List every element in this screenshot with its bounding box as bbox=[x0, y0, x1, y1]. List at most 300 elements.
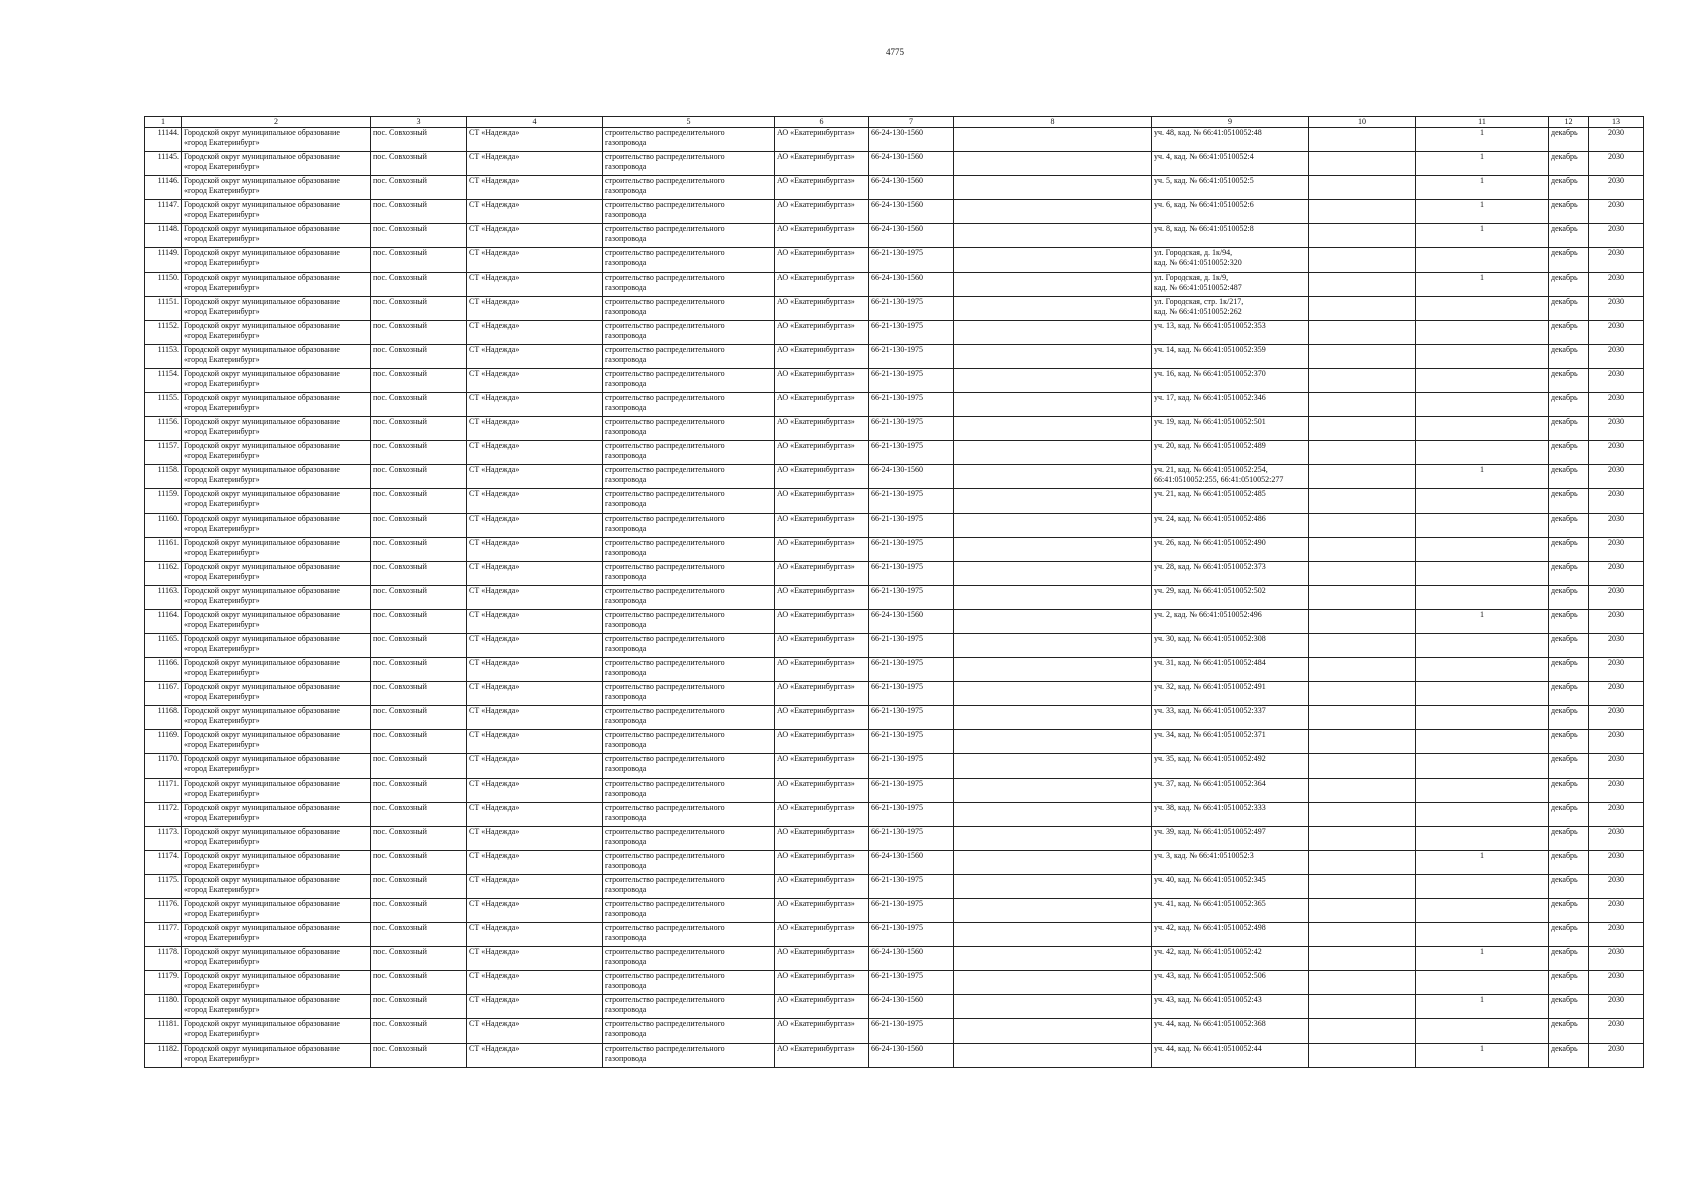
work-type-cell bbox=[603, 152, 775, 176]
row-number-cell bbox=[145, 224, 182, 248]
year-cell-text: 2030 bbox=[1608, 152, 1624, 162]
quantity-cell bbox=[1416, 850, 1549, 874]
owner-cell-text: «город Екатеринбург» bbox=[184, 427, 260, 437]
work-type-cell-text: строительство распределительного bbox=[605, 441, 725, 451]
table-row bbox=[145, 995, 1644, 1019]
work-type-cell bbox=[603, 682, 775, 706]
organization-cell-text: АО «Екатеринбурггаз» bbox=[777, 633, 855, 643]
work-type-cell-text: газопровода bbox=[605, 981, 647, 991]
settlement-cell bbox=[371, 609, 467, 633]
owner-cell-text: «город Екатеринбург» bbox=[184, 692, 260, 702]
work-type-cell bbox=[603, 995, 775, 1019]
owner-cell bbox=[182, 320, 371, 344]
address-cadastral-cell-text: уч. 17, кад. № 66:41:0510052:346 bbox=[1154, 393, 1266, 403]
organization-cell bbox=[775, 176, 869, 200]
owner-cell-text: Городской округ муниципальное образование bbox=[184, 1043, 340, 1053]
garden-partnership-cell bbox=[467, 899, 603, 923]
owner-cell bbox=[182, 658, 371, 682]
gas-network-id-cell-text: 66-24-130-1560 bbox=[871, 272, 923, 282]
row-number-cell-text: 11160. bbox=[157, 513, 179, 523]
table-row bbox=[145, 826, 1644, 850]
owner-cell bbox=[182, 730, 371, 754]
month-cell bbox=[1549, 320, 1589, 344]
garden-partnership-cell-text: СТ «Надежда» bbox=[469, 224, 520, 234]
gas-network-id-cell-text: 66-21-130-1975 bbox=[871, 826, 923, 836]
year-cell bbox=[1589, 393, 1644, 417]
row-number-cell bbox=[145, 152, 182, 176]
address-cadastral-cell-text: уч. 38, кад. № 66:41:0510052:333 bbox=[1154, 802, 1266, 812]
table-header bbox=[145, 117, 1644, 128]
organization-cell-text: АО «Екатеринбурггаз» bbox=[777, 971, 855, 981]
gas-network-id-cell-text: 66-24-130-1560 bbox=[871, 609, 923, 619]
settlement-cell bbox=[371, 272, 467, 296]
settlement-cell-text: пос. Совхозный bbox=[373, 537, 427, 547]
owner-cell-text: Городской округ муниципальное образование bbox=[184, 441, 340, 451]
garden-partnership-cell-text: СТ «Надежда» bbox=[469, 344, 520, 354]
garden-partnership-cell-text: СТ «Надежда» bbox=[469, 248, 520, 258]
column-10-cell bbox=[1309, 609, 1416, 633]
gas-network-id-cell bbox=[869, 778, 954, 802]
table-row bbox=[145, 730, 1644, 754]
address-cadastral-cell-text: кад. № 66:41:0510052:262 bbox=[1154, 306, 1242, 316]
work-type-cell bbox=[603, 658, 775, 682]
owner-cell-text: «город Екатеринбург» bbox=[184, 306, 260, 316]
month-cell bbox=[1549, 609, 1589, 633]
year-cell bbox=[1589, 609, 1644, 633]
work-type-cell bbox=[603, 730, 775, 754]
address-cadastral-cell bbox=[1152, 995, 1309, 1019]
owner-cell bbox=[182, 778, 371, 802]
year-cell bbox=[1589, 633, 1644, 657]
gas-network-id-cell bbox=[869, 682, 954, 706]
work-type-cell-text: строительство распределительного bbox=[605, 537, 725, 547]
work-type-cell bbox=[603, 224, 775, 248]
address-cadastral-cell bbox=[1152, 899, 1309, 923]
year-cell-text: 2030 bbox=[1608, 296, 1624, 306]
settlement-cell-text: пос. Совхозный bbox=[373, 778, 427, 788]
year-cell-text: 2030 bbox=[1608, 224, 1624, 234]
work-type-cell bbox=[603, 899, 775, 923]
address-cadastral-cell-text: уч. 30, кад. № 66:41:0510052:308 bbox=[1154, 633, 1266, 643]
garden-partnership-cell-text: СТ «Надежда» bbox=[469, 706, 520, 716]
address-cadastral-cell-text: уч. 3, кад. № 66:41:0510052:3 bbox=[1154, 850, 1254, 860]
table-row bbox=[145, 947, 1644, 971]
owner-cell-text: Городской округ муниципальное образование bbox=[184, 923, 340, 933]
gas-network-id-cell-text: 66-21-130-1975 bbox=[871, 1019, 923, 1029]
row-number-cell bbox=[145, 826, 182, 850]
settlement-cell-text: пос. Совхозный bbox=[373, 850, 427, 860]
column-header-2: 2 bbox=[182, 117, 371, 128]
organization-cell bbox=[775, 778, 869, 802]
organization-cell-text: АО «Екатеринбурггаз» bbox=[777, 272, 855, 282]
settlement-cell bbox=[371, 320, 467, 344]
garden-partnership-cell-text: СТ «Надежда» bbox=[469, 995, 520, 1005]
row-number-cell-text: 11155. bbox=[157, 393, 179, 403]
work-type-cell-text: строительство распределительного bbox=[605, 296, 725, 306]
settlement-cell bbox=[371, 152, 467, 176]
settlement-cell bbox=[371, 706, 467, 730]
gas-network-id-cell-text: 66-24-130-1560 bbox=[871, 224, 923, 234]
address-cadastral-cell-text: уч. 29, кад. № 66:41:0510052:502 bbox=[1154, 585, 1266, 595]
settlement-cell-text: пос. Совхозный bbox=[373, 561, 427, 571]
address-cadastral-cell bbox=[1152, 778, 1309, 802]
work-type-cell-text: строительство распределительного bbox=[605, 417, 725, 427]
owner-cell-text: Городской округ муниципальное образование bbox=[184, 995, 340, 1005]
gas-network-id-cell-text: 66-24-130-1560 bbox=[871, 995, 923, 1005]
column-10-cell bbox=[1309, 1019, 1416, 1043]
organization-cell bbox=[775, 633, 869, 657]
table-row bbox=[145, 272, 1644, 296]
settlement-cell bbox=[371, 923, 467, 947]
settlement-cell-text: пос. Совхозный bbox=[373, 874, 427, 884]
work-type-cell-text: строительство распределительного bbox=[605, 248, 725, 258]
month-cell-text: декабрь bbox=[1551, 682, 1578, 692]
address-cadastral-cell-text: уч. 21, кад. № 66:41:0510052:485 bbox=[1154, 489, 1266, 499]
organization-cell bbox=[775, 971, 869, 995]
month-cell bbox=[1549, 633, 1589, 657]
table-row bbox=[145, 152, 1644, 176]
owner-cell-text: Городской округ муниципальное образование bbox=[184, 633, 340, 643]
gas-network-id-cell bbox=[869, 441, 954, 465]
quantity-cell bbox=[1416, 706, 1549, 730]
work-type-cell-text: газопровода bbox=[605, 547, 647, 557]
row-number-cell-text: 11162. bbox=[157, 561, 179, 571]
month-cell bbox=[1549, 923, 1589, 947]
table-row bbox=[145, 320, 1644, 344]
owner-cell-text: «город Екатеринбург» bbox=[184, 981, 260, 991]
row-number-cell-text: 11170. bbox=[157, 754, 179, 764]
owner-cell bbox=[182, 561, 371, 585]
gas-network-id-cell bbox=[869, 417, 954, 441]
year-cell-text: 2030 bbox=[1608, 633, 1624, 643]
garden-partnership-cell bbox=[467, 176, 603, 200]
garden-partnership-cell bbox=[467, 1043, 603, 1067]
garden-partnership-cell bbox=[467, 658, 603, 682]
garden-partnership-cell bbox=[467, 971, 603, 995]
gas-network-id-cell-text: 66-21-130-1975 bbox=[871, 393, 923, 403]
year-cell bbox=[1589, 465, 1644, 489]
garden-partnership-cell bbox=[467, 248, 603, 272]
gas-network-id-cell bbox=[869, 248, 954, 272]
column-header-4: 4 bbox=[467, 117, 603, 128]
owner-cell-text: «город Екатеринбург» bbox=[184, 186, 260, 196]
row-number-cell-text: 11176. bbox=[157, 899, 179, 908]
organization-cell bbox=[775, 537, 869, 561]
table-body bbox=[145, 128, 1644, 1068]
year-cell-text: 2030 bbox=[1608, 609, 1624, 619]
quantity-cell bbox=[1416, 465, 1549, 489]
column-10-cell bbox=[1309, 128, 1416, 152]
settlement-cell bbox=[371, 850, 467, 874]
work-type-cell bbox=[603, 489, 775, 513]
owner-cell-text: Городской округ муниципальное образование bbox=[184, 1019, 340, 1029]
gas-network-id-cell bbox=[869, 128, 954, 152]
work-type-cell bbox=[603, 850, 775, 874]
year-cell bbox=[1589, 537, 1644, 561]
work-type-cell bbox=[603, 754, 775, 778]
work-type-cell-text: газопровода bbox=[605, 571, 647, 581]
garden-partnership-cell bbox=[467, 802, 603, 826]
gas-network-id-cell-text: 66-21-130-1975 bbox=[871, 754, 923, 764]
year-cell bbox=[1589, 320, 1644, 344]
work-type-cell-text: газопровода bbox=[605, 957, 647, 967]
garden-partnership-cell-text: СТ «Надежда» bbox=[469, 778, 520, 788]
year-cell-text: 2030 bbox=[1608, 465, 1624, 475]
gas-network-id-cell bbox=[869, 706, 954, 730]
year-cell-text: 2030 bbox=[1608, 368, 1624, 378]
gas-network-id-cell bbox=[869, 489, 954, 513]
settlement-cell-text: пос. Совхозный bbox=[373, 971, 427, 981]
row-number-cell-text: 11177. bbox=[157, 923, 179, 933]
row-number-cell bbox=[145, 609, 182, 633]
month-cell-text: декабрь bbox=[1551, 730, 1578, 740]
work-type-cell-text: газопровода bbox=[605, 210, 647, 220]
organization-cell-text: АО «Екатеринбурггаз» bbox=[777, 344, 855, 354]
gas-network-id-cell-text: 66-24-130-1560 bbox=[871, 200, 923, 210]
month-cell bbox=[1549, 200, 1589, 224]
organization-cell-text: АО «Екатеринбурггаз» bbox=[777, 441, 855, 451]
garden-partnership-cell-text: СТ «Надежда» bbox=[469, 754, 520, 764]
table-row bbox=[145, 850, 1644, 874]
gas-network-id-cell-text: 66-21-130-1975 bbox=[871, 561, 923, 571]
owner-cell-text: «город Екатеринбург» bbox=[184, 1053, 260, 1063]
owner-cell-text: Городской округ муниципальное образование bbox=[184, 971, 340, 981]
settlement-cell-text: пос. Совхозный bbox=[373, 730, 427, 740]
organization-cell bbox=[775, 754, 869, 778]
address-cadastral-cell-text: уч. 37, кад. № 66:41:0510052:364 bbox=[1154, 778, 1266, 788]
garden-partnership-cell-text: СТ «Надежда» bbox=[469, 826, 520, 836]
work-type-cell-text: строительство распределительного bbox=[605, 465, 725, 475]
address-cadastral-cell-text: ул. Городская, д. 1к/9, bbox=[1154, 272, 1229, 282]
year-cell bbox=[1589, 344, 1644, 368]
work-type-cell-text: строительство распределительного bbox=[605, 706, 725, 716]
settlement-cell-text: пос. Совхозный bbox=[373, 923, 427, 933]
table-row bbox=[145, 658, 1644, 682]
column-8-cell bbox=[954, 1019, 1152, 1043]
owner-cell bbox=[182, 393, 371, 417]
address-cadastral-cell bbox=[1152, 923, 1309, 947]
settlement-cell-text: пос. Совхозный bbox=[373, 465, 427, 475]
table-row bbox=[145, 441, 1644, 465]
row-number-cell bbox=[145, 802, 182, 826]
month-cell-text: декабрь bbox=[1551, 1019, 1578, 1029]
row-number-cell-text: 11158. bbox=[157, 465, 179, 475]
column-10-cell bbox=[1309, 272, 1416, 296]
garden-partnership-cell-text: СТ «Надежда» bbox=[469, 465, 520, 475]
owner-cell bbox=[182, 923, 371, 947]
address-cadastral-cell-text: кад. № 66:41:0510052:487 bbox=[1154, 282, 1242, 292]
column-8-cell bbox=[954, 923, 1152, 947]
organization-cell bbox=[775, 248, 869, 272]
settlement-cell bbox=[371, 128, 467, 152]
settlement-cell bbox=[371, 393, 467, 417]
column-10-cell bbox=[1309, 971, 1416, 995]
address-cadastral-cell bbox=[1152, 441, 1309, 465]
gas-network-id-cell bbox=[869, 393, 954, 417]
column-10-cell bbox=[1309, 730, 1416, 754]
garden-partnership-cell bbox=[467, 995, 603, 1019]
garden-partnership-cell bbox=[467, 947, 603, 971]
year-cell-text: 2030 bbox=[1608, 537, 1624, 547]
work-type-cell-text: газопровода bbox=[605, 403, 647, 413]
column-10-cell bbox=[1309, 200, 1416, 224]
settlement-cell bbox=[371, 224, 467, 248]
month-cell-text: декабрь bbox=[1551, 1043, 1578, 1053]
settlement-cell-text: пос. Совхозный bbox=[373, 296, 427, 306]
address-cadastral-cell bbox=[1152, 489, 1309, 513]
column-10-cell bbox=[1309, 393, 1416, 417]
year-cell bbox=[1589, 1019, 1644, 1043]
table-row bbox=[145, 971, 1644, 995]
work-type-cell bbox=[603, 923, 775, 947]
organization-cell-text: АО «Екатеринбурггаз» bbox=[777, 778, 855, 788]
address-cadastral-cell-text: уч. 14, кад. № 66:41:0510052:359 bbox=[1154, 344, 1266, 354]
work-type-cell bbox=[603, 947, 775, 971]
month-cell bbox=[1549, 706, 1589, 730]
address-cadastral-cell bbox=[1152, 200, 1309, 224]
gas-network-id-cell bbox=[869, 272, 954, 296]
garden-partnership-cell bbox=[467, 128, 603, 152]
work-type-cell-text: газопровода bbox=[605, 258, 647, 268]
column-8-cell bbox=[954, 706, 1152, 730]
page-number: 4775 bbox=[886, 47, 904, 57]
column-8-cell bbox=[954, 947, 1152, 971]
gas-network-id-cell bbox=[869, 320, 954, 344]
organization-cell bbox=[775, 128, 869, 152]
garden-partnership-cell-text: СТ «Надежда» bbox=[469, 923, 520, 933]
gas-network-id-cell-text: 66-21-130-1975 bbox=[871, 320, 923, 330]
work-type-cell-text: строительство распределительного bbox=[605, 200, 725, 210]
gas-network-id-cell bbox=[869, 465, 954, 489]
column-header-11: 11 bbox=[1416, 117, 1549, 128]
garden-partnership-cell bbox=[467, 393, 603, 417]
quantity-cell bbox=[1416, 609, 1549, 633]
address-cadastral-cell-text: уч. 39, кад. № 66:41:0510052:497 bbox=[1154, 826, 1266, 836]
month-cell bbox=[1549, 368, 1589, 392]
row-number-cell-text: 11144. bbox=[157, 128, 179, 137]
month-cell bbox=[1549, 272, 1589, 296]
table-row bbox=[145, 224, 1644, 248]
work-type-cell-text: строительство распределительного bbox=[605, 802, 725, 812]
settlement-cell-text: пос. Совхозный bbox=[373, 899, 427, 908]
month-cell bbox=[1549, 393, 1589, 417]
row-number-cell bbox=[145, 706, 182, 730]
owner-cell-text: Городской округ муниципальное образование bbox=[184, 585, 340, 595]
quantity-cell-text: 1 bbox=[1480, 152, 1484, 162]
year-cell bbox=[1589, 441, 1644, 465]
address-cadastral-cell-text: уч. 43, кад. № 66:41:0510052:43 bbox=[1154, 995, 1262, 1005]
work-type-cell bbox=[603, 200, 775, 224]
owner-cell bbox=[182, 465, 371, 489]
column-10-cell bbox=[1309, 537, 1416, 561]
settlement-cell-text: пос. Совхозный bbox=[373, 1019, 427, 1029]
settlement-cell-text: пос. Совхозный bbox=[373, 368, 427, 378]
owner-cell bbox=[182, 152, 371, 176]
column-header-9: 9 bbox=[1152, 117, 1309, 128]
row-number-cell-text: 11149. bbox=[157, 248, 179, 258]
month-cell-text: декабрь bbox=[1551, 585, 1578, 595]
address-cadastral-cell-text: уч. 33, кад. № 66:41:0510052:337 bbox=[1154, 706, 1266, 716]
column-header-5: 5 bbox=[603, 117, 775, 128]
owner-cell-text: Городской округ муниципальное образование bbox=[184, 393, 340, 403]
year-cell bbox=[1589, 778, 1644, 802]
settlement-cell-text: пос. Совхозный bbox=[373, 441, 427, 451]
owner-cell-text: Городской округ муниципальное образование bbox=[184, 778, 340, 788]
work-type-cell-text: строительство распределительного bbox=[605, 923, 725, 933]
owner-cell-text: Городской округ муниципальное образование bbox=[184, 682, 340, 692]
owner-cell-text: Городской округ муниципальное образование bbox=[184, 128, 340, 137]
address-cadastral-cell bbox=[1152, 561, 1309, 585]
work-type-cell bbox=[603, 393, 775, 417]
year-cell-text: 2030 bbox=[1608, 513, 1624, 523]
work-type-cell-text: строительство распределительного bbox=[605, 947, 725, 957]
work-type-cell-text: газопровода bbox=[605, 523, 647, 533]
gas-network-id-cell bbox=[869, 296, 954, 320]
garden-partnership-cell-text: СТ «Надежда» bbox=[469, 441, 520, 451]
address-cadastral-cell-text: уч. 5, кад. № 66:41:0510052:5 bbox=[1154, 176, 1254, 186]
organization-cell bbox=[775, 1043, 869, 1067]
settlement-cell bbox=[371, 368, 467, 392]
quantity-cell bbox=[1416, 368, 1549, 392]
quantity-cell bbox=[1416, 923, 1549, 947]
garden-partnership-cell bbox=[467, 417, 603, 441]
work-type-cell-text: газопровода bbox=[605, 451, 647, 461]
owner-cell-text: Городской округ муниципальное образование bbox=[184, 296, 340, 306]
month-cell bbox=[1549, 489, 1589, 513]
settlement-cell bbox=[371, 561, 467, 585]
month-cell bbox=[1549, 682, 1589, 706]
month-cell-text: декабрь bbox=[1551, 826, 1578, 836]
gas-network-id-cell-text: 66-21-130-1975 bbox=[871, 706, 923, 716]
work-type-cell-text: строительство распределительного bbox=[605, 778, 725, 788]
column-10-cell bbox=[1309, 417, 1416, 441]
quantity-cell bbox=[1416, 152, 1549, 176]
work-type-cell-text: газопровода bbox=[605, 764, 647, 774]
year-cell-text: 2030 bbox=[1608, 393, 1624, 403]
garden-partnership-cell bbox=[467, 1019, 603, 1043]
month-cell-text: декабрь bbox=[1551, 633, 1578, 643]
organization-cell-text: АО «Екатеринбурггаз» bbox=[777, 561, 855, 571]
organization-cell-text: АО «Екатеринбурггаз» bbox=[777, 850, 855, 860]
year-cell-text: 2030 bbox=[1608, 176, 1624, 186]
address-cadastral-cell bbox=[1152, 609, 1309, 633]
quantity-cell bbox=[1416, 1019, 1549, 1043]
table-row bbox=[145, 874, 1644, 898]
owner-cell-text: Городской округ муниципальное образование bbox=[184, 176, 340, 186]
organization-cell bbox=[775, 706, 869, 730]
settlement-cell-text: пос. Совхозный bbox=[373, 633, 427, 643]
month-cell-text: декабрь bbox=[1551, 754, 1578, 764]
owner-cell bbox=[182, 585, 371, 609]
owner-cell-text: «город Екатеринбург» bbox=[184, 138, 260, 147]
garden-partnership-cell bbox=[467, 730, 603, 754]
garden-partnership-cell-text: СТ «Надежда» bbox=[469, 128, 520, 137]
owner-cell-text: Городской округ муниципальное образование bbox=[184, 272, 340, 282]
column-10-cell bbox=[1309, 320, 1416, 344]
row-number-cell bbox=[145, 778, 182, 802]
owner-cell-text: «город Екатеринбург» bbox=[184, 788, 260, 798]
row-number-cell-text: 11179. bbox=[157, 971, 179, 981]
column-10-cell bbox=[1309, 874, 1416, 898]
settlement-cell bbox=[371, 682, 467, 706]
address-cadastral-cell bbox=[1152, 874, 1309, 898]
month-cell-text: декабрь bbox=[1551, 368, 1578, 378]
quantity-cell bbox=[1416, 585, 1549, 609]
work-type-cell-text: газопровода bbox=[605, 306, 647, 316]
address-cadastral-cell-text: уч. 41, кад. № 66:41:0510052:365 bbox=[1154, 899, 1266, 908]
owner-cell bbox=[182, 874, 371, 898]
settlement-cell-text: пос. Совхозный bbox=[373, 802, 427, 812]
